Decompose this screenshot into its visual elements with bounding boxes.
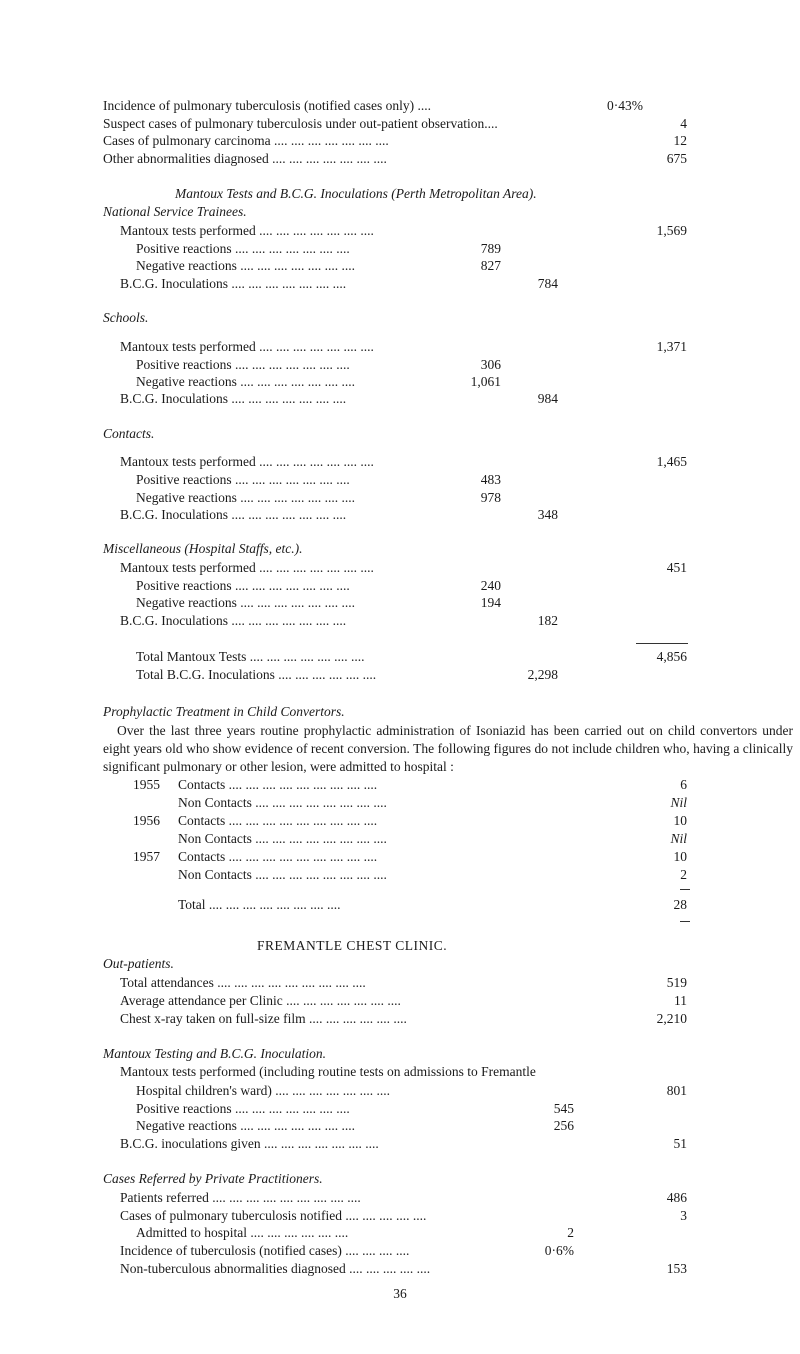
row-mid: 182 <box>537 613 558 628</box>
table-row <box>120 453 690 471</box>
section-title: Mantoux Tests and B.C.G. Inoculations (Perth Metropolitan Area). <box>175 186 537 201</box>
row-label: Positive reactions .... .... .... .... .... .... .... <box>136 472 350 487</box>
stat-label: Cases of pulmonary carcinoma .... .... .... .... .... .... .... <box>103 133 389 148</box>
table-row <box>136 240 696 258</box>
list-item <box>133 848 693 866</box>
table-row <box>120 506 690 524</box>
stat-label: Suspect cases of pulmonary tuberculosis under out-patient observation.... <box>103 116 498 131</box>
row-label: Total Mantoux Tests .... .... .... .... .... .... .... <box>136 649 365 664</box>
row-sub: 789 <box>480 241 501 256</box>
table-row <box>136 577 696 595</box>
row-value: 10 <box>673 849 687 864</box>
row-label: Mantoux tests performed .... .... .... .... .... .... .... <box>120 454 374 469</box>
row-label: Chest x-ray taken on full-size film .... .... .... .... .... .... <box>120 1011 407 1026</box>
row-label: B.C.G. inoculations given .... .... .... .... .... .... .... <box>120 1136 379 1151</box>
table-row <box>120 1260 695 1278</box>
row-total: 486 <box>666 1190 687 1205</box>
row-label: Total attendances .... .... .... .... .... .... .... .... .... <box>120 975 366 990</box>
row-label: Negative reactions .... .... .... .... .... .... .... <box>136 1118 355 1133</box>
row-label: Cases of pulmonary tuberculosis notified .... .... .... .... .... <box>120 1208 427 1223</box>
row-sub: 2 <box>567 1225 574 1240</box>
row-label: Positive reactions .... .... .... .... .... .... .... <box>136 241 350 256</box>
row-label: B.C.G. Inoculations .... .... .... .... .... .... .... <box>120 276 347 291</box>
row-total: 1,465 <box>656 454 687 469</box>
year-label: 1956 <box>133 813 160 828</box>
group-heading: Contacts. <box>103 426 155 441</box>
stat-label: Incidence of pulmonary tuberculosis (notified cases only) .... <box>103 98 432 113</box>
row-label: Negative reactions .... .... .... .... .... .... .... <box>136 595 355 610</box>
row-sub: 483 <box>480 472 501 487</box>
row-label: Negative reactions .... .... .... .... .... .... .... <box>136 490 355 505</box>
row-label: Negative reactions .... .... .... .... .... .... .... <box>136 258 355 273</box>
row-total: 51 <box>673 1136 687 1151</box>
row-label: Non-tuberculous abnormalities diagnosed .... .... .... .... .... <box>120 1261 431 1276</box>
table-row <box>136 471 696 489</box>
row-mid: 784 <box>537 276 558 291</box>
table-row <box>136 1117 696 1135</box>
list-item <box>133 830 693 848</box>
divider <box>636 643 688 644</box>
table-row <box>120 992 695 1010</box>
stat-value: 675 <box>666 151 687 166</box>
row-label: Positive reactions .... .... .... .... .... .... .... <box>136 1101 350 1116</box>
row-label: Negative reactions .... .... .... .... .... .... .... <box>136 374 355 389</box>
row-value: 2,210 <box>656 1011 687 1026</box>
row-label: Patients referred .... .... .... .... .... .... .... .... .... <box>120 1190 361 1205</box>
row-sub: 545 <box>553 1101 574 1116</box>
list-item <box>133 812 693 830</box>
page-number: 36 <box>393 1286 407 1301</box>
row-sub: 1,061 <box>470 374 501 389</box>
table-row <box>136 356 696 374</box>
table-row <box>136 1100 696 1118</box>
row-label: B.C.G. Inoculations .... .... .... .... .... .... .... <box>120 507 347 522</box>
row-sub: 0·6% <box>544 1243 574 1258</box>
row-sub: 194 <box>480 595 501 610</box>
row-mid: 984 <box>537 391 558 406</box>
row-label: Hospital children's ward) .... .... .... .... .... .... .... <box>136 1083 391 1098</box>
list-item <box>133 776 693 794</box>
paragraph: Over the last three years routine prophylactic administration of Isoniazid has been carried out on child convertors under eight years old who show evidence of recent conversion. The following figures do not include children who, having a clinically significant pulmonary or other lesion, were admitted to hospital : <box>103 723 793 774</box>
table-row <box>120 390 690 408</box>
row-total: 3 <box>680 1208 687 1223</box>
section-heading: Prophylactic Treatment in Child Convertors. <box>103 704 345 719</box>
group-heading: National Service Trainees. <box>103 204 247 219</box>
text-line: Mantoux tests performed (including routine tests on admissions to Fremantle <box>120 1064 536 1079</box>
row-label: Positive reactions .... .... .... .... .... .... .... <box>136 357 350 372</box>
stat-row-incidence <box>103 97 683 115</box>
total-row <box>178 896 693 914</box>
row-sub: 240 <box>480 578 501 593</box>
row-label: Positive reactions .... .... .... .... .... .... .... <box>136 578 350 593</box>
total-value: 28 <box>673 897 687 912</box>
row-total: 1,371 <box>656 339 687 354</box>
row-mid: 2,298 <box>527 667 558 682</box>
table-row <box>120 559 690 577</box>
row-total: 801 <box>666 1083 687 1098</box>
row-total: 1,569 <box>656 223 687 238</box>
list-item <box>133 866 693 884</box>
row-label: Mantoux tests performed .... .... .... .... .... .... .... <box>120 223 374 238</box>
table-row <box>136 1224 696 1242</box>
stat-value: 12 <box>673 133 687 148</box>
row-mid: 348 <box>537 507 558 522</box>
row-label: Non Contacts .... .... .... .... .... .... .... .... <box>178 831 387 846</box>
table-row <box>120 612 690 630</box>
table-row <box>120 338 690 356</box>
table-row <box>120 275 690 293</box>
table-row <box>120 1189 695 1207</box>
row-value: 2 <box>680 867 687 882</box>
table-row <box>120 222 690 240</box>
row-label: Non Contacts .... .... .... .... .... .... .... .... <box>178 795 387 810</box>
row-sub: 827 <box>480 258 501 273</box>
table-row <box>136 666 696 684</box>
table-row <box>136 648 696 666</box>
table-row <box>136 257 696 275</box>
row-label: B.C.G. Inoculations .... .... .... .... .... .... .... <box>120 391 347 406</box>
table-row <box>136 594 696 612</box>
stat-row-abnormalities <box>103 150 687 168</box>
year-label: 1957 <box>133 849 160 864</box>
row-label: Contacts .... .... .... .... .... .... .... .... .... <box>178 849 378 864</box>
table-row <box>120 1207 695 1225</box>
row-total: 451 <box>666 560 687 575</box>
row-value: 11 <box>674 993 687 1008</box>
row-value: 519 <box>666 975 687 990</box>
stat-row-suspect <box>103 115 687 133</box>
total-label: Total .... .... .... .... .... .... .... .... <box>178 897 341 912</box>
row-label: Total B.C.G. Inoculations .... .... .... .... .... .... <box>136 667 377 682</box>
row-value: 6 <box>680 777 687 792</box>
row-sub: 978 <box>480 490 501 505</box>
divider <box>680 889 690 890</box>
group-heading: Miscellaneous (Hospital Staffs, etc.). <box>103 541 303 556</box>
table-row <box>120 1242 695 1260</box>
row-value: Nil <box>670 795 687 810</box>
row-label: Average attendance per Clinic .... .... .... .... .... .... .... <box>120 993 401 1008</box>
row-label: B.C.G. Inoculations .... .... .... .... .... .... .... <box>120 613 347 628</box>
year-label: 1955 <box>133 777 160 792</box>
stat-label: Other abnormalities diagnosed .... .... .... .... .... .... .... <box>103 151 387 166</box>
table-row <box>120 1010 695 1028</box>
group-heading: Schools. <box>103 310 149 325</box>
table-row <box>120 1135 695 1153</box>
stat-row-carcinoma <box>103 132 687 150</box>
section-title: FREMANTLE CHEST CLINIC. <box>257 938 448 953</box>
row-label: Non Contacts .... .... .... .... .... .... .... .... <box>178 867 387 882</box>
list-item <box>133 794 693 812</box>
divider <box>680 921 690 922</box>
row-total: 4,856 <box>656 649 687 664</box>
table-row <box>136 1082 696 1100</box>
table-row <box>120 974 695 992</box>
stat-value: 0·43% <box>607 98 643 113</box>
row-label: Incidence of tuberculosis (notified cases) .... .... .... .... <box>120 1243 410 1258</box>
row-value: 10 <box>673 813 687 828</box>
row-sub: 256 <box>553 1118 574 1133</box>
stat-value: 4 <box>680 116 687 131</box>
section-heading: Mantoux Testing and B.C.G. Inoculation. <box>103 1046 326 1061</box>
table-row <box>136 489 696 507</box>
row-label: Mantoux tests performed .... .... .... .... .... .... .... <box>120 339 374 354</box>
row-label: Mantoux tests performed .... .... .... .... .... .... .... <box>120 560 374 575</box>
section-heading: Cases Referred by Private Practitioners. <box>103 1171 323 1186</box>
group-heading: Out-patients. <box>103 956 174 971</box>
row-total: 153 <box>666 1261 687 1276</box>
table-row <box>136 373 696 391</box>
row-sub: 306 <box>480 357 501 372</box>
row-label: Contacts .... .... .... .... .... .... .... .... .... <box>178 777 378 792</box>
row-label: Contacts .... .... .... .... .... .... .... .... .... <box>178 813 378 828</box>
row-label: Admitted to hospital .... .... .... .... .... .... <box>136 1225 349 1240</box>
row-value: Nil <box>670 831 687 846</box>
